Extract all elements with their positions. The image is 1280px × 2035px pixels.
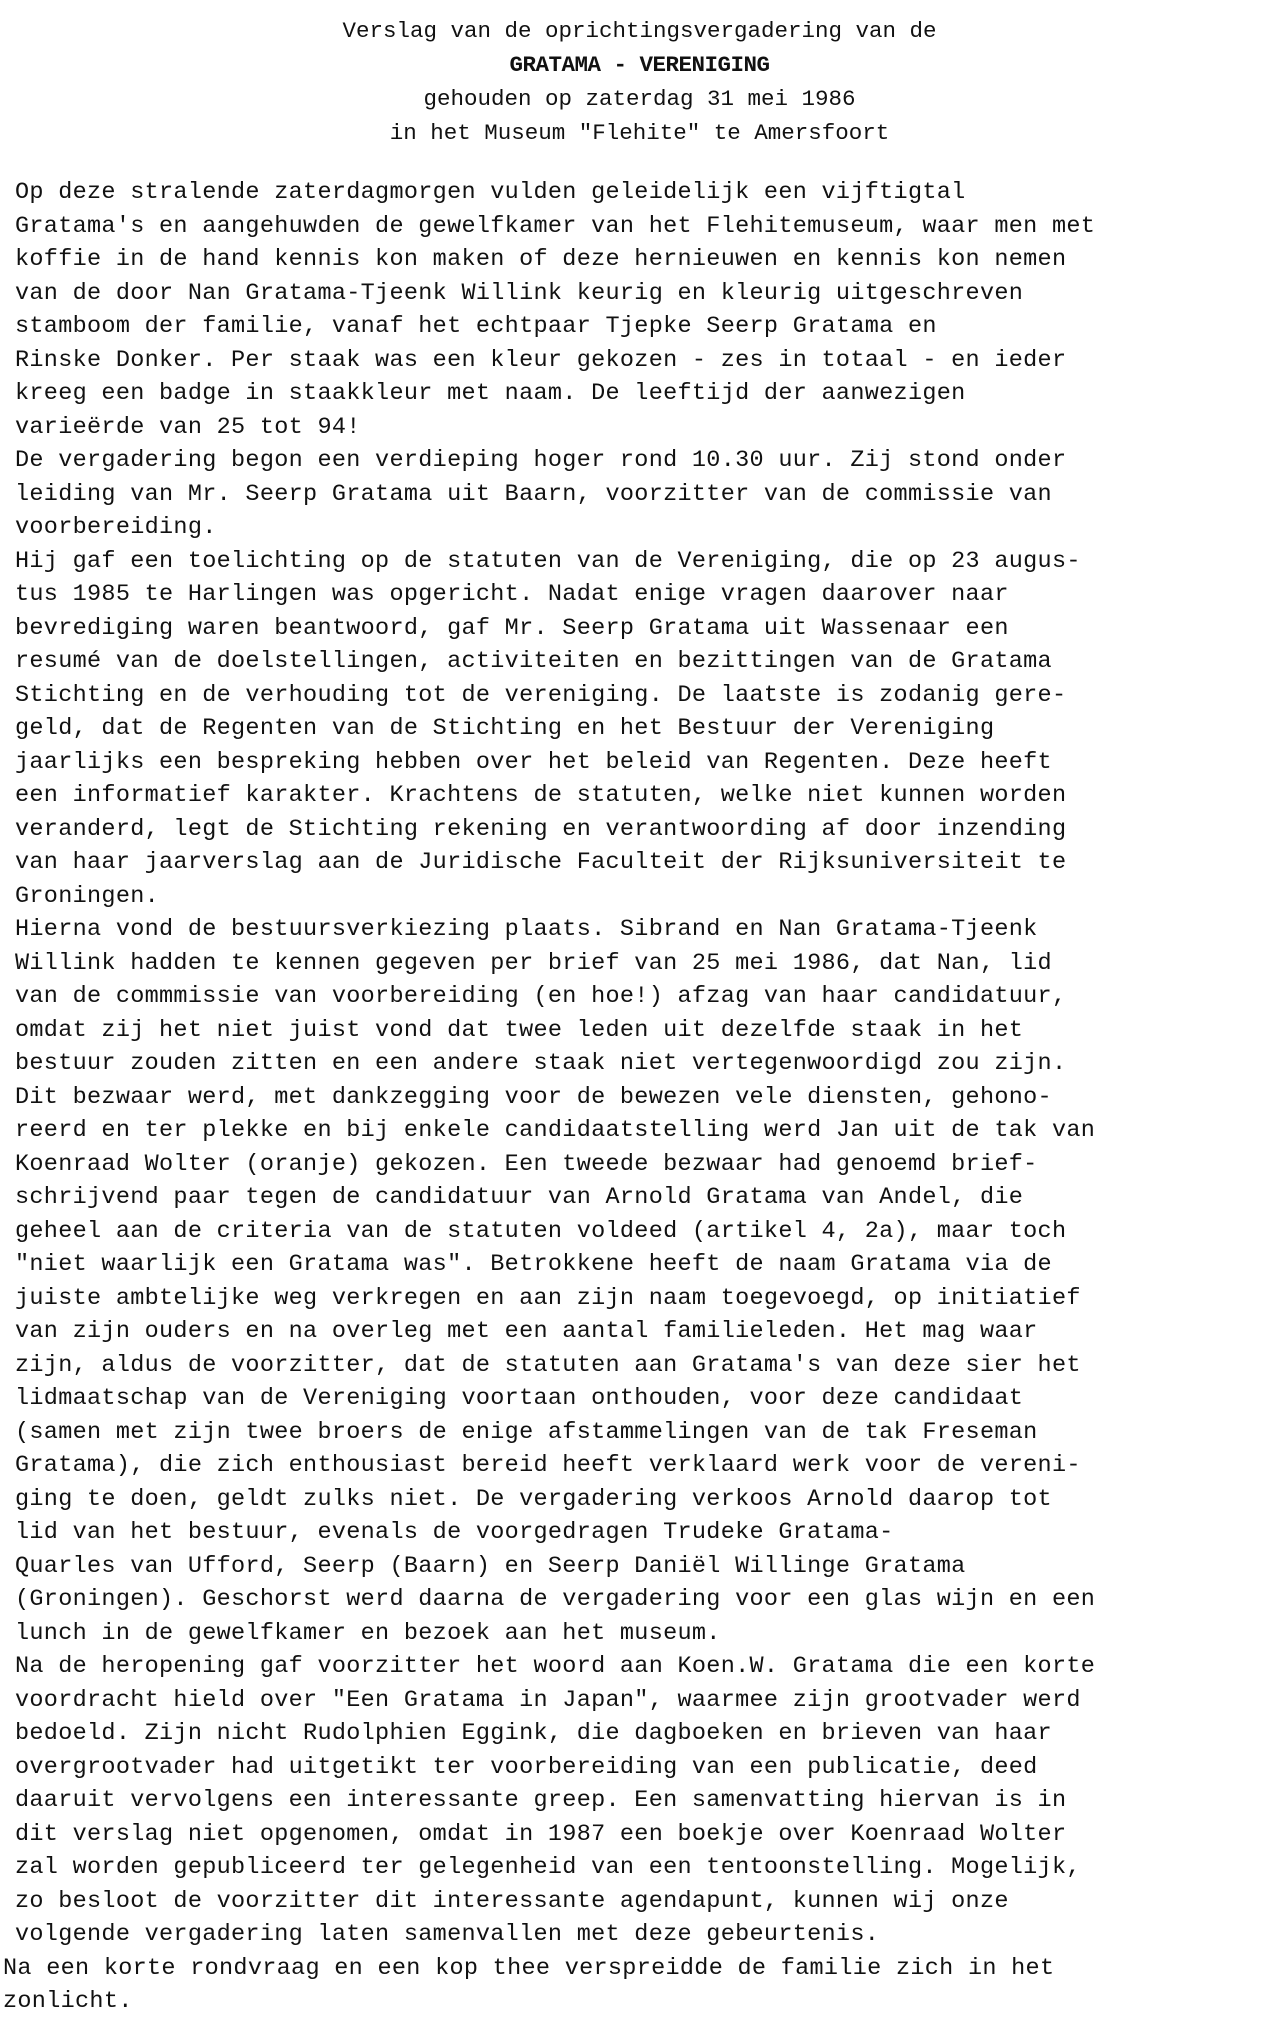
text-line: "niet waarlijk een Gratama was". Betrokkene heeft de naam Gratama via de: [15, 1251, 1052, 1278]
text-line: (Groningen). Geschorst werd daarna de vergadering voor een glas wijn en een: [15, 1586, 1096, 1613]
text-line: bevrediging waren beantwoord, gaf Mr. Seerp Gratama uit Wassenaar een: [15, 614, 1009, 642]
text-line: overgrootvader had uitgetikt ter voorbereiding van een publicatie, deed: [15, 1753, 1038, 1781]
text-line: zonlicht.: [3, 1988, 133, 2015]
text-line: koffie in de hand kennis kon maken of deze hernieuwen en kennis kon nemen: [15, 246, 1067, 273]
text-line: reerd en ter plekke en bij enkele candidaatstelling werd Jan uit de tak van: [15, 1117, 1096, 1144]
text-line: Dit bezwaar werd, met dankzegging voor de bewezen vele diensten, gehono-: [15, 1083, 1052, 1111]
text-line: zo besloot de voorzitter dit interessante agendapunt, kunnen wij onze: [15, 1887, 1009, 1915]
text-line: volgende vergadering laten samenvallen met deze gebeurtenis.: [15, 1921, 880, 1948]
text-line: van de door Nan Gratama-Tjeenk Willink keurig en kleurig uitgeschreven: [15, 279, 1024, 307]
text-line: geld, dat de Regenten van de Stichting en het Bestuur der Vereniging: [15, 715, 995, 742]
text-line: daaruit vervolgens een interessante greep. Een samenvatting hiervan is in: [15, 1787, 1067, 1814]
text-line: stamboom der familie, vanaf het echtpaar Tjepke Seerp Gratama en: [15, 313, 937, 340]
header-date: gehouden op zaterdag 31 mei 1986: [423, 86, 856, 112]
text-line: jaarlijks een bespreking hebben over het beleid van Regenten. Deze heeft: [15, 748, 1052, 776]
text-line: lid van het bestuur, evenals de voorgedragen Trudeke Gratama-: [15, 1519, 894, 1546]
text-line: Koenraad Wolter (oranje) gekozen. Een tweede bezwaar had genoemd brief-: [15, 1150, 1038, 1178]
paragraph-closing: [3, 1952, 1266, 2019]
paragraph-lecture: [15, 1650, 1266, 1952]
text-line: Gratama's en aangehuwden de gewelfkamer van het Flehitemuseum, waar men met: [15, 212, 1096, 240]
text-line: omdat zij het niet juist vond dat twee leden uit dezelfde staak in het: [15, 1016, 1024, 1044]
text-line: juiste ambtelijke weg verkregen en aan zijn naam toegevoegd, op initiatief: [15, 1284, 1081, 1312]
paragraph-meeting-start: [15, 444, 1266, 545]
text-line: van haar jaarverslag aan de Juridische Faculteit der Rijksuniversiteit te: [15, 849, 1067, 876]
text-line: dit verslag niet opgenomen, omdat in 1987 een boekje over Koenraad Wolter: [15, 1820, 1067, 1848]
text-line: De vergadering begon een verdieping hoger rond 10.30 uur. Zij stond onder: [15, 447, 1067, 474]
text-line: Na de heropening gaf voorzitter het woord aan Koen.W. Gratama die een korte: [15, 1653, 1096, 1680]
text-line: Na een korte rondvraag en een kop thee verspreidde de familie zich in het: [3, 1954, 1055, 1982]
text-line: (samen met zijn twee broers de enige afstammelingen van de tak Freseman: [15, 1418, 1038, 1446]
text-line: voordracht hield over "Een Gratama in Japan", waarmee zijn grootvader werd: [15, 1686, 1081, 1714]
text-line: veranderd, legt de Stichting rekening en verantwoording af door inzending: [15, 815, 1067, 843]
header-organization: GRATAMA - VERENIGING: [509, 52, 770, 78]
text-line: lidmaatschap van de Vereniging voortaan onthouden, voor deze candidaat: [15, 1385, 1024, 1412]
text-line: zal worden gepubliceerd ter gelegenheid van een tentoonstelling. Mogelijk,: [15, 1854, 1081, 1881]
text-line: Hij gaf een toelichting op de statuten van de Vereniging, die op 23 augus-: [15, 547, 1081, 575]
text-line: van zijn ouders en na overleg met een aantal familieleden. Het mag waar: [15, 1318, 1038, 1345]
text-line: resumé van de doelstellingen, activiteiten en bezittingen van de Gratama: [15, 648, 1052, 675]
paragraph-arrival: [15, 176, 1266, 444]
header-title: Verslag van de oprichtingsvergadering van de: [342, 18, 937, 44]
text-line: geheel aan de criteria van de statuten voldeed (artikel 4, 2a), maar toch: [15, 1217, 1067, 1245]
header-location: in het Museum "Flehite" te Amersfoort: [389, 120, 890, 146]
text-line: een informatief karakter. Krachtens de statuten, welke niet kunnen worden: [15, 782, 1067, 809]
text-line: Stichting en de verhouding tot de vereniging. De laatste is zodanig gere-: [15, 681, 1067, 709]
document-header: [13, 14, 1266, 150]
text-line: Rinske Donker. Per staak was een kleur gekozen - zes in totaal - en ieder: [15, 346, 1067, 374]
text-line: leiding van Mr. Seerp Gratama uit Baarn, voorzitter van de commissie van: [15, 480, 1052, 508]
text-line: schrijvend paar tegen de candidatuur van Arnold Gratama van Andel, die: [15, 1184, 1024, 1211]
paragraph-board-election: [15, 913, 1266, 1650]
text-line: Quarles van Ufford, Seerp (Baarn) en Seerp Daniël Willinge Gratama: [15, 1552, 966, 1580]
text-line: Gratama), die zich enthousiast bereid heeft verklaard werk voor de vereni-: [15, 1452, 1081, 1479]
text-line: kreeg een badge in staakkleur met naam. De leeftijd der aanwezigen: [15, 380, 966, 407]
text-line: van de commmissie van voorbereiding (en hoe!) afzag van haar candidatuur,: [15, 983, 1067, 1010]
paragraph-statutes: [15, 545, 1266, 914]
text-line: bedoeld. Zijn nicht Rudolphien Eggink, die dagboeken en brieven van haar: [15, 1720, 1052, 1747]
text-line: lunch in de gewelfkamer en bezoek aan het museum.: [15, 1619, 721, 1647]
text-line: tus 1985 te Harlingen was opgericht. Nadat enige vragen daarover naar: [15, 581, 1009, 608]
text-line: Willink hadden te kennen gegeven per brief van 25 mei 1986, dat Nan, lid: [15, 949, 1052, 977]
text-line: Groningen.: [15, 882, 160, 910]
text-line: Hierna vond de bestuursverkiezing plaats. Sibrand en Nan Gratama-Tjeenk: [15, 916, 1038, 943]
text-line: bestuur zouden zitten en een andere staak niet vertegenwoordigd zou zijn.: [15, 1050, 1067, 1077]
text-line: zijn, aldus de voorzitter, dat de statuten aan Gratama's van deze sier het: [15, 1351, 1081, 1379]
text-line: Op deze stralende zaterdagmorgen vulden geleidelijk een vijftigtal: [15, 179, 966, 206]
text-line: voorbereiding.: [15, 514, 217, 541]
document-body: [3, 176, 1266, 2019]
text-line: varieërde van 25 tot 94!: [15, 413, 361, 441]
text-line: ging te doen, geldt zulks niet. De vergadering verkoos Arnold daarop tot: [15, 1485, 1052, 1513]
